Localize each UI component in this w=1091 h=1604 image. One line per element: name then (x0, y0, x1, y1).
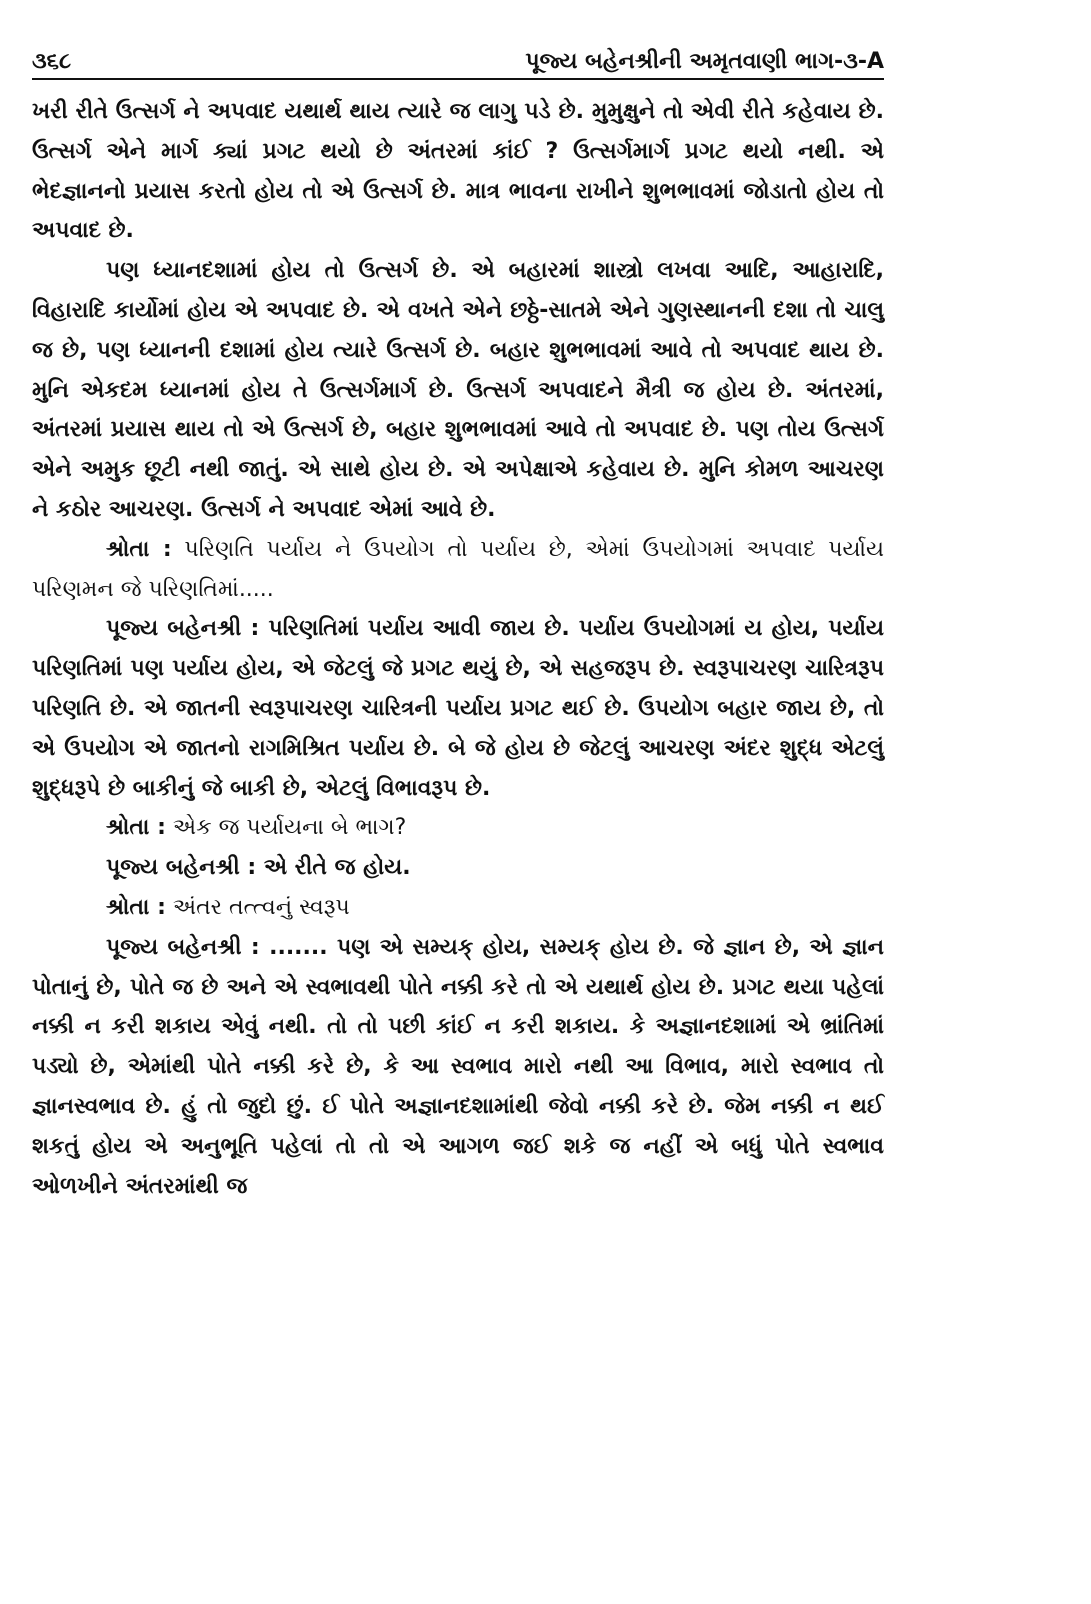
body-text (32, 92, 884, 1206)
dialogue-bahenshri-3 (32, 928, 884, 1207)
speaker-label: શ્રોતા : (106, 894, 166, 920)
speaker-label: પૂજ્ય બહેનશ્રી : (106, 934, 260, 960)
speech-text: અંતર તત્ત્વનું સ્વરૂપ (165, 894, 350, 920)
speaker-label: શ્રોતા : (106, 536, 172, 562)
page-number: ૩૬૮ (32, 49, 72, 74)
speaker-label: શ્રોતા : (106, 815, 166, 841)
dialogue-bahenshri-1 (32, 609, 884, 808)
speaker-label: પૂજ્ય બહેનશ્રી : (106, 855, 257, 881)
dialogue-listener-3 (32, 888, 884, 928)
paragraph-2: પણ ધ્યાનદશામાં હોય તો ઉત્સર્ગ છે. એ બહારમાં શાસ્ત્રો લખવા આદિ, આહારાદિ, વિહારાદિ કાર્યોમાં હોય એ અપવાદ છે. એ વખતે એને છઠ્ઠે-સાતમે એને ગુણસ્થાનની દશા તો ચાલુ જ છે, પણ ધ્યાનની દશામાં હોય ત્યારે ઉત્સર્ગ છે. બહાર શુભભાવમાં આવે તો અપવાદ થાય છે. મુનિ એકદમ ધ્યાનમાં હોય તે ઉત્સર્ગમાર્ગ છે. ઉત્સર્ગ અપવાદને મૈત્રી જ હોય છે. અંતરમાં, અંતરમાં પ્રયાસ થાય તો એ ઉત્સર્ગ છે, બહાર શુભભાવમાં આવે તો અપવાદ છે. પણ તોય ઉત્સર્ગ એને અમુક છૂટી નથી જાતું. એ સાથે હોય છે. એ અપેક્ષાએ કહેવાય છે. મુનિ કોમળ આચરણ ને કઠોર આચરણ. ઉત્સર્ગ ને અપવાદ એમાં આવે છે. (32, 258, 884, 522)
speech-text: એક જ પર્યાયના બે ભાગ? (165, 815, 407, 841)
paragraph-1: ખરી રીતે ઉત્સર્ગ ને અપવાદ યથાર્થ થાય ત્યારે જ લાગુ પડે છે. મુમુક્ષુને તો એવી રીતે કહેવાય છે. ઉત્સર્ગ એને માર્ગ ક્યાં પ્રગટ થયો છે અંતરમાં કાંઈ ? ઉત્સર્ગમાર્ગ પ્રગટ થયો નથી. એ ભેદજ્ઞાનનો પ્રયાસ કરતો હોય તો એ ઉત્સર્ગ છે. માત્ર ભાવના રાખીને શુભભાવમાં જોડાતો હોય તો અપવાદ છે. (32, 99, 884, 244)
dialogue-bahenshri-2 (32, 848, 884, 888)
document-page (32, 40, 884, 1206)
dialogue-listener-2 (32, 808, 884, 848)
speech-text: ....... પણ એ સમ્યક્ હોય, સમ્યક્ હોય છે. જે જ્ઞાન છે, એ જ્ઞાન પોતાનું છે, પોતે જ છે અને એ સ્વભાવથી પોતે નક્કી કરે તો એ યથાર્થ હોય છે. પ્રગટ થયા પહેલાં નક્કી ન કરી શકાય એવું નથી. તો તો પછી કાંઈ ન કરી શકાય. કે અજ્ઞાનદશામાં એ ભ્રાંતિમાં પડ્યો છે, એમાંથી પોતે નક્કી કરે છે, કે આ સ્વભાવ મારો નથી આ વિભાવ, મારો સ્વભાવ તો જ્ઞાનસ્વભાવ છે. હું તો જુદો છું. ઈ પોતે અજ્ઞાનદશામાંથી જેવો નક્કી કરે છે. જેમ નક્કી ન થઈ શકતું હોય એ અનુભૂતિ પહેલાં તો તો એ આગળ જઈ શકે જ નહીં એ બધું પોતે સ્વભાવ ઓળખીને અંતરમાંથી જ (32, 934, 884, 1199)
running-title: પૂજ્ય બહેનશ્રીની અમૃતવાણી ભાગ-૩-A (525, 49, 884, 74)
page-header (32, 40, 884, 80)
speaker-label: પૂજ્ય બહેનશ્રી : (106, 616, 260, 642)
dialogue-listener-1 (32, 530, 884, 610)
speech-text: પરિણતિ પર્યાય ને ઉપયોગ તો પર્યાય છે, એમાં ઉપયોગમાં અપવાદ પર્યાય પરિણમન જે પરિણતિમાં..... (32, 536, 884, 602)
speech-text: પરિણતિમાં પર્યાય આવી જાય છે. પર્યાય ઉપયોગમાં ય હોય, પર્યાય પરિણતિમાં પણ પર્યાય હોય, એ જેટલું જે પ્રગટ થયું છે, એ સહજરૂપ છે. સ્વરૂપાચરણ ચારિત્રરૂપ પરિણતિ છે. એ જાતની સ્વરૂપાચરણ ચારિત્રની પર્યાય પ્રગટ થઈ છે. ઉપયોગ બહાર જાય છે, તો એ ઉપયોગ એ જાતનો રાગમિશ્રિત પર્યાય છે. બે જે હોય છે જેટલું આચરણ અંદર શુદ્ધ એટલું શુદ્ધરૂપે છે બાકીનું જે બાકી છે, એટલું વિભાવરૂપ છે. (32, 616, 884, 801)
speech-text: એ રીતે જ હોય. (256, 855, 411, 881)
